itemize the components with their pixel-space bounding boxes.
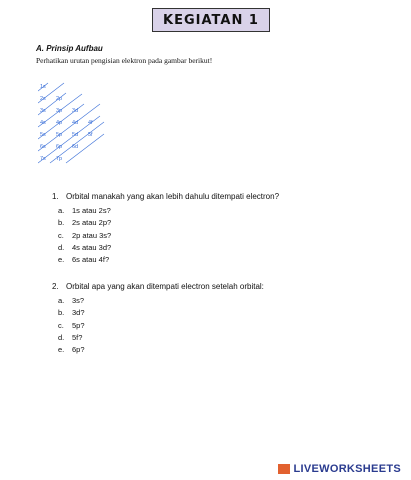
option-item [58, 308, 85, 320]
question-text: Orbital apa yang akan ditempati electron setelah orbital: [66, 282, 264, 291]
aufbau-diagram [38, 80, 138, 180]
orbital-label: 7p [56, 156, 63, 162]
orbital-label: 4f [88, 120, 93, 126]
option-item [58, 218, 112, 230]
option-letter: a. [58, 206, 65, 215]
orbital-label: 2p [56, 96, 63, 102]
question-number: 1. [52, 192, 59, 201]
orbital-label: 5d [72, 132, 79, 138]
orbital-label: 4s [40, 120, 46, 126]
option-letter: e. [58, 345, 65, 355]
option-text: 3s? [72, 296, 85, 305]
option-letter: e. [58, 255, 65, 265]
question-1 [52, 192, 280, 201]
option-letter: c. [58, 320, 64, 330]
brand-footer [278, 463, 402, 475]
filling-arrows [38, 83, 104, 163]
brand-name: LIVEWORKSHEETS [293, 463, 401, 475]
orbital-label: 7s [40, 156, 46, 162]
option-letter: c. [58, 230, 64, 240]
orbital-label: 5p [56, 132, 63, 138]
option-text: 2p atau 3s? [72, 230, 112, 240]
question-2-options [58, 296, 85, 357]
page-title: KEGIATAN 1 [152, 8, 270, 32]
option-item [58, 242, 112, 255]
option-letter: d. [58, 332, 65, 342]
option-text: 2s atau 2p? [72, 218, 112, 228]
orbital-label: 2s [40, 96, 46, 102]
option-item [58, 320, 85, 333]
orbital-label: 1s [40, 84, 46, 90]
question-text: Orbital manakah yang akan lebih dahulu ditempati electron? [66, 192, 280, 201]
option-letter: a. [58, 296, 65, 305]
option-text: 5p? [72, 320, 85, 330]
question-2 [52, 282, 264, 291]
option-item [58, 296, 85, 308]
option-item [58, 345, 85, 357]
option-letter: b. [58, 218, 65, 228]
orbital-label: 5s [40, 132, 46, 138]
option-item [58, 230, 112, 243]
orbital-label: 4p [56, 120, 63, 126]
option-item [58, 255, 111, 267]
liveworksheets-logo-icon [278, 464, 290, 474]
option-letter: b. [58, 308, 65, 318]
orbital-label: 4d [72, 120, 79, 126]
question-1-options [58, 206, 112, 267]
question-number: 2. [52, 282, 59, 291]
instruction-text: Perhatikan urutan pengisian elektron pada gambar berikut! [36, 56, 213, 65]
option-item [58, 206, 111, 218]
orbital-label: 3p [56, 108, 63, 114]
orbital-label: 6p [56, 144, 63, 150]
option-item [58, 332, 85, 345]
orbital-label: 6d [72, 144, 79, 150]
option-letter: d. [58, 242, 65, 252]
orbital-label: 5f [88, 132, 93, 138]
option-text: 5f? [72, 332, 83, 342]
option-text: 4s atau 3d? [72, 242, 112, 252]
option-text: 6p? [72, 345, 85, 355]
option-text: 1s atau 2s? [72, 206, 111, 215]
option-text: 6s atau 4f? [72, 255, 110, 265]
section-heading: A. Prinsip Aufbau [36, 44, 103, 53]
orbital-label: 6s [40, 144, 46, 150]
orbital-label: 3s [40, 108, 46, 114]
option-text: 3d? [72, 308, 85, 318]
orbital-label: 3d [72, 108, 79, 114]
